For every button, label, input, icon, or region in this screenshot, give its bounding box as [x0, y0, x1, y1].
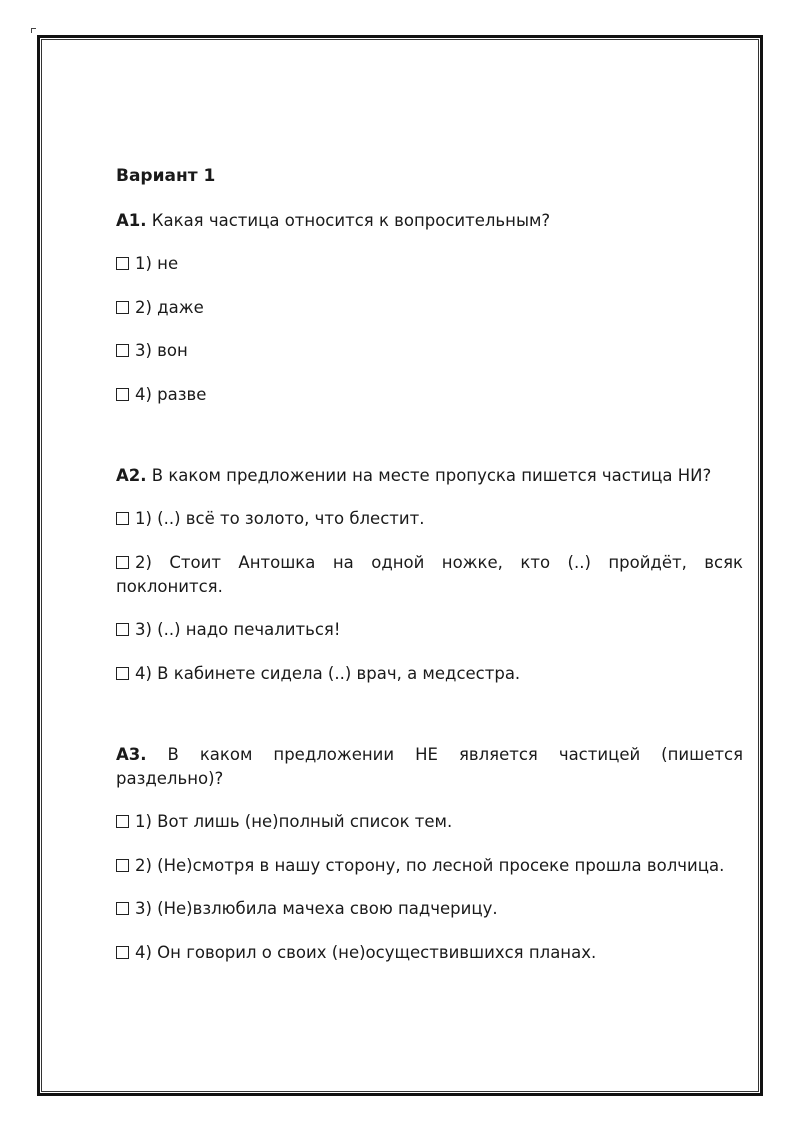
checkbox-icon[interactable] [116, 257, 129, 270]
worksheet-content [116, 164, 743, 984]
option-label: 4) В кабинете сидела (..) врач, а медсестра. [135, 663, 521, 683]
option-label: 1) Вот лишь (не)полный список тем. [135, 812, 453, 831]
question-text: В каком предложении на месте пропуска пишется частица НИ? [146, 466, 712, 485]
checkbox-icon[interactable] [116, 859, 129, 872]
checkbox-icon[interactable] [116, 667, 129, 680]
question-text: В каком предложении НЕ является частицей (пишется раздельно)? [116, 745, 743, 788]
answer-option[interactable] [116, 941, 743, 965]
checkbox-icon[interactable] [116, 556, 129, 569]
option-label: 3) вон [135, 341, 188, 360]
answer-option[interactable] [116, 810, 743, 834]
answer-option[interactable] [116, 662, 743, 686]
checkbox-icon[interactable] [116, 388, 129, 401]
question-number: А2. [116, 466, 147, 485]
spacer [116, 705, 743, 743]
answer-option[interactable] [116, 383, 743, 407]
checkbox-icon[interactable] [116, 344, 129, 357]
answer-option[interactable] [116, 551, 743, 599]
question-header [116, 464, 743, 488]
option-label: 2) даже [135, 297, 204, 317]
question-text: Какая частица относится к вопросительным? [146, 211, 551, 230]
option-label: 2) Стоит Антошка на одной ножке, кто (..) пройдёт, всяк поклонится. [116, 552, 743, 596]
checkbox-icon[interactable] [116, 623, 129, 636]
checkbox-icon[interactable] [116, 512, 129, 525]
spacer [116, 426, 743, 464]
corner-mark [31, 28, 36, 33]
answer-option[interactable] [116, 507, 743, 531]
answer-option[interactable] [116, 897, 743, 921]
answer-option[interactable] [116, 339, 743, 363]
answer-option[interactable] [116, 296, 743, 320]
question-a1 [116, 209, 743, 407]
answer-option[interactable] [116, 618, 743, 642]
question-number: А1. [116, 211, 147, 230]
question-header [116, 743, 743, 791]
option-label: 1) не [135, 254, 179, 273]
variant-title: Вариант 1 [116, 166, 216, 186]
answer-option[interactable] [116, 854, 743, 878]
checkbox-icon[interactable] [116, 946, 129, 959]
question-a2 [116, 464, 743, 686]
answer-option[interactable] [116, 252, 743, 276]
option-label: 2) (Не)смотря в нашу сторону, по лесной просеке прошла волчица. [135, 855, 725, 875]
option-label: 4) Он говорил о своих (не)осуществившихся планах. [135, 942, 597, 962]
checkbox-icon[interactable] [116, 301, 129, 314]
option-label: 3) (Не)взлюбила мачеха свою падчерицу. [135, 899, 498, 918]
checkbox-icon[interactable] [116, 902, 129, 915]
option-label: 3) (..) надо печалиться! [135, 620, 341, 639]
question-number: А3. [116, 745, 147, 764]
option-label: 1) (..) всё то золото, что блестит. [135, 509, 425, 528]
checkbox-icon[interactable] [116, 815, 129, 828]
question-header [116, 209, 743, 233]
option-label: 4) разве [135, 384, 207, 404]
question-a3 [116, 743, 743, 965]
